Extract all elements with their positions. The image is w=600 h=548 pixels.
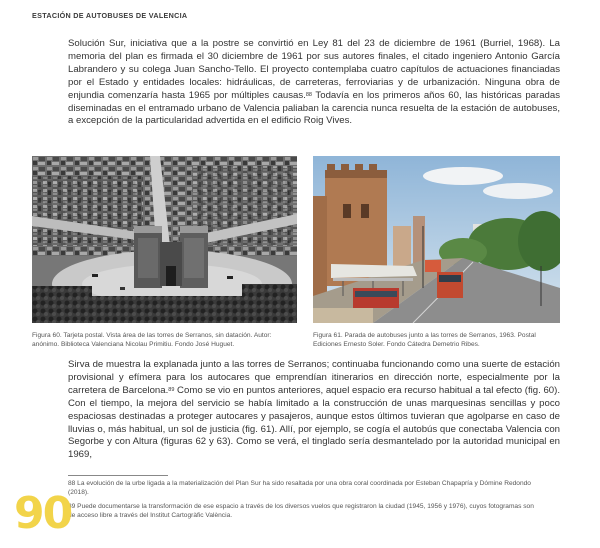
figure-61-bus-stop-photo: [313, 156, 560, 323]
paragraph-text: Todavía en los primeros años 60, las históricas paradas diseminadas en el entramado urbano de Valencia paliaban la carencia nunca resuelta de la estación de autobuses, a excepción de la particularidad advertida en el edificio Roig Vives.: [68, 89, 560, 127]
body-paragraph: [68, 359, 560, 462]
figure-60-caption: Figura 60. Tarjeta postal. Vista área de las torres de Serranos, sin datación. Autor: anónimo. Biblioteca Valenciana Nicolau Primitiu. Fondo José Huguet.: [32, 332, 272, 348]
paragraph-text: Como se vio en puntos anteriores, aquel espacio era recurso habitual a tal efecto (fig. 60). Con el tiempo, la mejora del servicio se había limitado a la construcción de unas marquesinas sencillas y poco espaciosas destinadas a proteger autocares y pasajeros, aunque estos últimos tuvieran que agolparse en caso de lluvias o, más habitual, un sol de justicia (fig. 61). Allí, por ejemplo, se cogía el autobús que conectaba Valencia con Segorbe y con Altura (figuras 62 y 63). Como se verá, el tinglado sería desmantelado por la autoridad municipal en 1969,: [68, 384, 560, 461]
paragraph-text: Sirva de muestra la explanada junto a las torres de Serranos; continuaba funcionando como una suerte de estación provisional y efímera para los autocares que emprendían itinerarios en dirección norte, especialmente por la carretera de Barcelona.: [68, 359, 560, 396]
footnote-89: 89 Puede documentarse la transformación de ese espacio a través de los diversos vuelos que registraron la ciudad (1945, 1956 y 1976), cuyos fotogramas son de acceso libre a través del Institut Cartogràfic València.: [68, 503, 534, 519]
figure-60-aerial-photo: [32, 156, 297, 323]
footnote-reference[interactable]: 89: [168, 386, 175, 393]
aerial-photo-image: [32, 156, 297, 323]
body-paragraph: [68, 38, 560, 128]
paragraph-text: Solución Sur, iniciativa que a la postre se convirtió en Ley 81 del 23 de diciembre de 1961 (Burriel, 1968). La memoria del plan es firmada el 30 diciembre de 1961 por sus autores finales, el citado ingeniero Antonio García Labrandero y su colega Juan Sancho-Tello. El proyecto contemplaba cuatro capítulos de actuaciones financiadas por el Estado y entidades locales: hidráulicas, de carreteras, ferroviarias y de urbanización. Ninguna obra de enjundia comenzaría hasta 1965 por múltiples causas.: [68, 38, 560, 101]
page-number: 90: [14, 488, 72, 539]
running-title: ESTACIÓN DE AUTOBUSES DE VALENCIA: [32, 11, 188, 20]
footnote-divider: [68, 475, 168, 476]
footnote-88: 88 La evolución de la urbe ligada a la materialización del Plan Sur ha sido resaltada por una obra coral coordinada por Esteban Chapapría y Dómine Redondo (2018).: [68, 480, 531, 496]
bus-stop-photo-image: [313, 156, 560, 323]
footnote-reference[interactable]: 88: [305, 91, 312, 98]
figure-61-caption: Figura 61. Parada de autobuses junto a las torres de Serranos, 1963. Postal Ediciones Ernesto Soler. Fondo Cátedra Demetrio Ribes.: [313, 332, 536, 348]
